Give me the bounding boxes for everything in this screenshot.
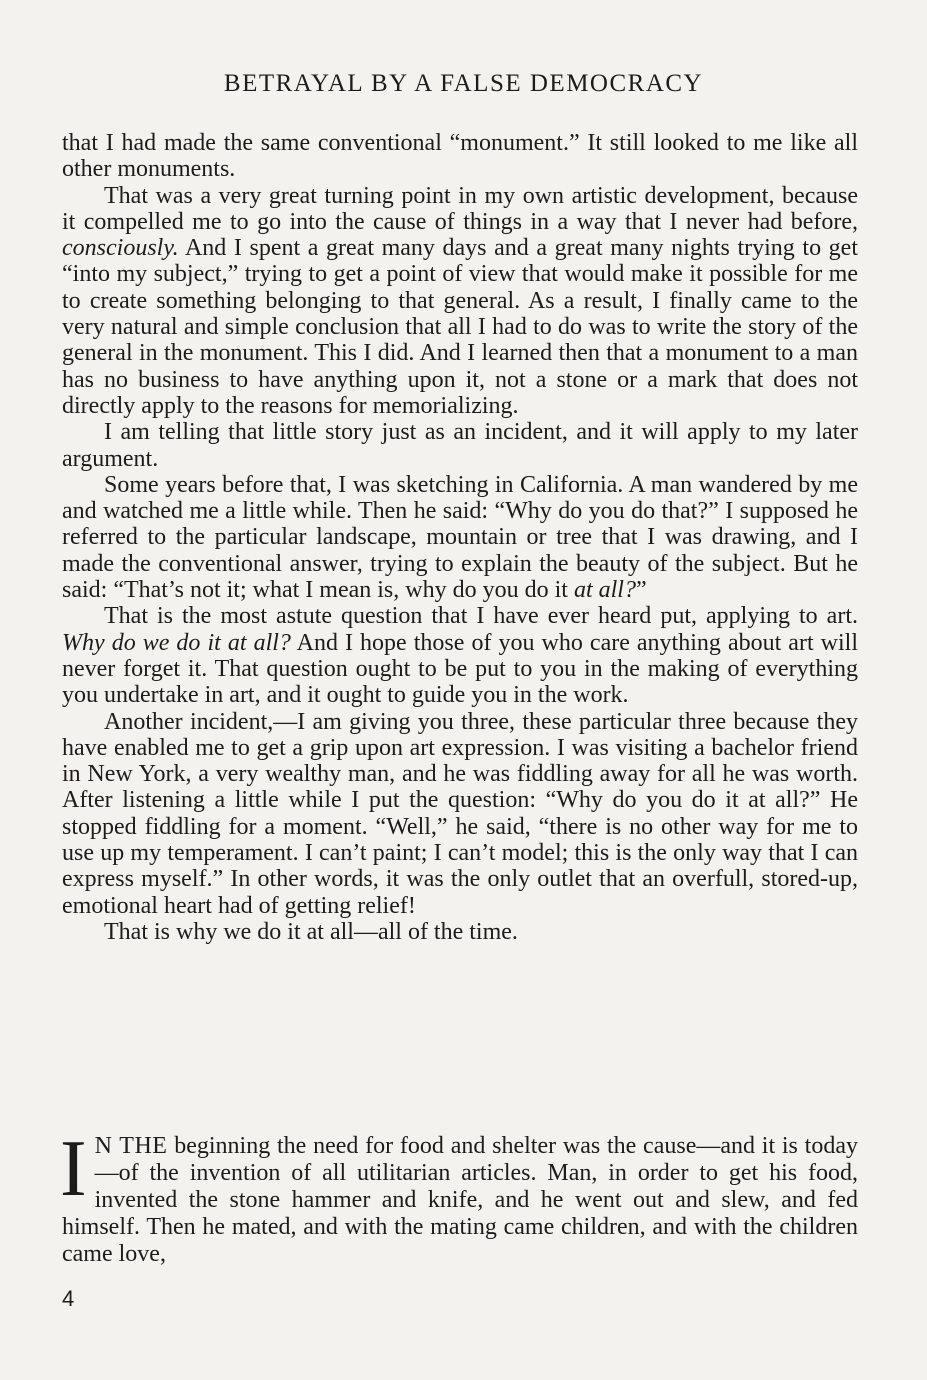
text-run: That is why we do it at all—all of the time. <box>104 918 518 945</box>
running-head: BETRAYAL BY A FALSE DEMOCRACY <box>223 70 704 97</box>
text-run: Another incident,—I am giving you three, these particular three because they have enabled me to get a grip upon art expression. I was visiting a bachelor friend in New York, a very wealthy man, and he was fiddling away for all he was worth. After listening a little while I put the question: “Why do you do it at all?” He stopped fiddling for a moment. “Well,” he said, “there is no other way for me to use up my temperament. I can’t paint; I can’t model; this is the only way that I can express myself.” In other words, it was the only outlet that an overfull, stored-up, emotional heart had of getting relief! <box>62 708 858 919</box>
paragraph <box>62 472 858 603</box>
text-run: And I hope those of you who care anything about art will never forget it. That question ought to be put to you in the making of everything you undertake in art, and it ought to guide you in the work. <box>62 629 858 709</box>
italic-text: Why do we do it at all? <box>62 629 291 656</box>
paragraph <box>62 183 858 420</box>
page-number: 4 <box>62 1286 75 1311</box>
section-lead-words: N THE <box>94 1133 168 1159</box>
section-opening <box>60 1125 858 1268</box>
text-run: And I spent a great many days and a great many nights trying to get “into my subject,” trying to get a point of view that would make it possible for me to create something belonging to that general. As a result, I finally came to the very natural and simple conclusion that all I had to do was to write the story of the general in the monument. This I did. And I learned then that a monument to a man has no business to have anything upon it, not a stone or a mark that does not directly apply to the reasons for memorializing. <box>62 235 858 419</box>
paragraph <box>62 419 858 472</box>
paragraph <box>62 709 858 919</box>
text-run: That is the most astute question that I have ever heard put, applying to art. <box>104 603 858 630</box>
italic-text: consciously. <box>62 235 179 262</box>
paragraph <box>62 603 858 708</box>
text-run: I am telling that little story just as an incident, and it will apply to my later argument. <box>62 419 858 472</box>
body-text <box>62 130 858 945</box>
paragraph <box>62 919 858 945</box>
italic-text: at all? <box>573 577 636 604</box>
text-run: Some years before that, I was sketching in California. A man wandered by me and watched me a little while. Then he said: “Why do you do that?” I supposed he referred to the particular landscape, mountain or tree that I was drawing, and I made the conventional answer, trying to explain the beauty of the subject. But he said: “That’s not it; what I mean is, why do you do it <box>62 471 858 604</box>
section-text: beginning the need for food and shelter was the cause—and it is today—of the invention of all utilitarian articles. Man, in order to get his food, invented the stone hammer and knife, and he went out and slew, and fed himself. Then he mated, and with the mating came children, and with the children came love, <box>62 1133 858 1267</box>
paragraph <box>62 130 858 183</box>
drop-cap: I <box>60 1125 87 1213</box>
text-run: That was a very great turning point in my own artistic development, because it compelled me to go into the cause of things in a way that I never had before, <box>62 182 858 235</box>
text-run: that I had made the same conventional “monument.” It still looked to me like all other monuments. <box>62 130 858 183</box>
text-run: ” <box>635 577 647 604</box>
